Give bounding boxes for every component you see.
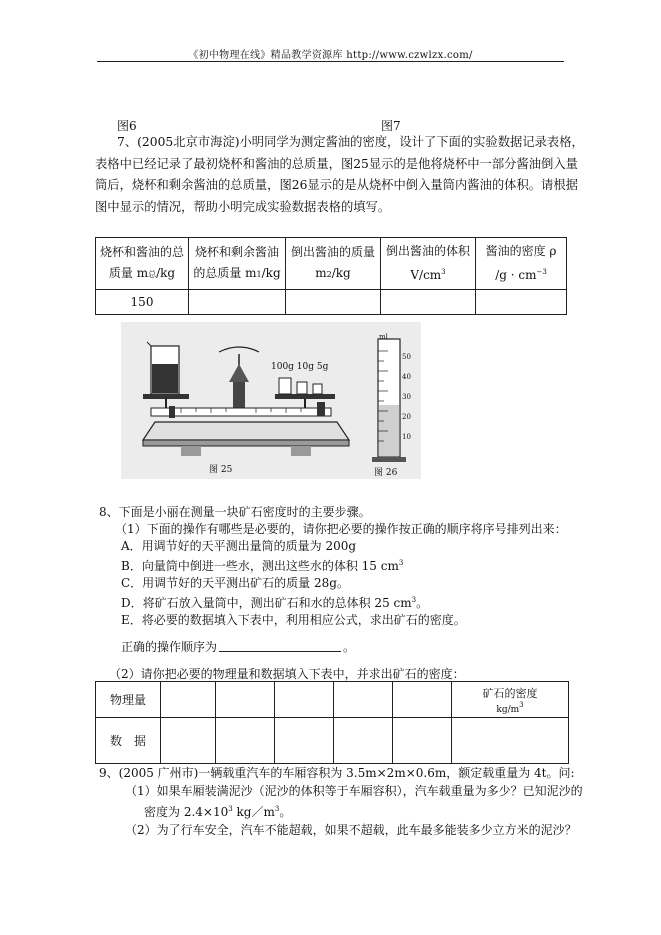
order-end: 。: [343, 640, 356, 654]
header-text: 酱油的密度 ρ: [485, 244, 557, 258]
blank-cell[interactable]: [216, 682, 275, 718]
header-text-part: m: [315, 266, 327, 280]
header-subscript: 总: [148, 270, 157, 279]
blank-cell[interactable]: [161, 718, 216, 764]
tick-label: 50: [402, 353, 411, 361]
q8-part2: （2）请你把必要的物理量和数据填入下表中，并求出矿石的密度：: [109, 667, 465, 681]
density-text: 密度为 2.4×10: [144, 805, 229, 819]
figure-26-cylinder: [366, 331, 422, 476]
tick-label: 10: [402, 433, 411, 441]
page-header: 《初中物理在线》精品教学资源库 http://www.czwlzx.com/: [188, 50, 473, 61]
step-superscript: 3: [398, 559, 404, 567]
density-header-cell: [452, 682, 569, 718]
header-text: 烧杯和剩余酱油: [194, 245, 279, 259]
tick-label: 20: [402, 413, 411, 421]
blank-cell[interactable]: [393, 718, 452, 764]
order-answer-blank[interactable]: [219, 640, 341, 652]
blank-cell[interactable]: [334, 682, 393, 718]
header-unit: /kg: [156, 266, 176, 280]
q7-line: 图中显示的情况，帮助小明完成实验数据表格的填写。: [95, 199, 391, 214]
q8-step-a: A．用调节好的天平测出量筒的质量为 200g: [121, 539, 357, 553]
weights-label: 100g 10g 5g: [271, 362, 329, 372]
blank-cell[interactable]: [393, 682, 452, 718]
header-rule: [97, 61, 564, 62]
cell-density: [476, 290, 567, 315]
q7-line: 表格中已经记录了最初烧杯和酱油的总质量，图25显示的是他将烧杯中一部分酱油倒入量: [95, 156, 578, 171]
header-remaining-mass: [189, 238, 286, 290]
header-text-part: 质量 m: [108, 266, 149, 280]
cell-poured-mass: [286, 290, 381, 315]
header-text: 倒出酱油的体积: [385, 244, 470, 258]
q9-part1: （1）如果车厢装满泥沙（泥沙的体积等于车厢容积），汽车载重量为多少？已知泥沙的: [125, 784, 583, 798]
cylinder-unit: ml: [379, 333, 388, 341]
density-end: 。: [279, 805, 292, 819]
header-superscript: 3: [441, 268, 446, 276]
q8-step-b: [99, 555, 569, 575]
table-row: [96, 290, 567, 315]
q8-intro: 8、下面是小丽在测量一块矿石密度时的主要步骤。: [99, 505, 371, 519]
q9-part2: （2）为了行车安全，汽车不能超载，如果不超载，此车最多能装多少立方米的泥沙？: [125, 823, 577, 837]
blank-cell[interactable]: [275, 718, 334, 764]
cell-total-mass: 150: [96, 290, 189, 315]
header-text: 倒出酱油的质量: [290, 245, 375, 259]
cylinder-tick-labels: [402, 347, 411, 447]
header-density: [476, 238, 567, 290]
unit-superscript: 3: [519, 700, 524, 709]
blank-cell[interactable]: [452, 718, 569, 764]
header-unit: /kg: [331, 266, 351, 280]
q7-line: 筒后，烧杯和剩余酱油的总质量，图26显示的是从烧杯中倒入量筒内酱油的体积。请根据: [95, 178, 578, 192]
question-7-text: [95, 132, 584, 218]
fig7-label: 图7: [381, 119, 401, 133]
step-superscript: 3: [411, 596, 417, 604]
density-exponent: 3: [228, 805, 233, 813]
header-text: [96, 263, 188, 285]
q7-line: 7、(2005北京市海淀)小明同学为测定酱油的密度，设计了下面的实验数据记录表格，: [117, 135, 584, 149]
question-8-text: [99, 504, 569, 683]
cell-poured-volume: [381, 290, 476, 315]
figure-25-caption: 图 25: [209, 465, 233, 475]
header-text-part: 的总质量 m: [193, 266, 257, 280]
q8-order-line: [99, 639, 569, 656]
blank-cell[interactable]: [334, 718, 393, 764]
order-label: 正确的操作顺序为: [121, 640, 218, 654]
header-unit: /kg: [261, 266, 281, 280]
tick-label: 30: [402, 393, 411, 401]
step-text: D．将矿石放入量筒中，测出矿石和水的总体积 25 cm: [121, 596, 412, 610]
header-text-part: /g · cm: [495, 268, 537, 282]
q9-line1: 9、(2005 广州市)一辆载重汽车的车厢容积为 3.5m×2m×0.6m，额定载重量为 4t。问:: [99, 766, 575, 780]
unit-text: kg/m: [496, 704, 520, 715]
blank-cell[interactable]: [275, 682, 334, 718]
table-row: [96, 718, 569, 764]
graduated-cylinder-illustration: [366, 331, 422, 476]
cell-remaining-mass: [189, 290, 286, 315]
q7-data-table: [95, 237, 567, 315]
density-header-text: 矿石的密度: [482, 686, 538, 700]
density-unit: kg／m: [232, 805, 275, 819]
q8-step-d: [99, 592, 569, 612]
tick-label: 40: [402, 373, 411, 381]
step-text: B．向量筒中倒进一些水，测出这些水的体积 15 cm: [121, 559, 399, 573]
q8-step-e: E．将必要的数据填入下表中，利用相应公式，求出矿石的密度。: [121, 613, 466, 627]
row-label-data: 数 据: [96, 718, 161, 764]
q8-data-table: [95, 681, 569, 764]
header-subscript: 2: [326, 270, 332, 279]
blank-cell[interactable]: [161, 682, 216, 718]
step-end: 。: [416, 596, 429, 610]
q8-part1: （1）下面的操作有哪些是必要的，请你把必要的操作按正确的顺序将序号排列出来：: [115, 522, 567, 536]
header-text-part: V/cm: [410, 268, 442, 282]
header-total-mass: [96, 238, 189, 290]
table-row: [96, 682, 569, 718]
header-poured-volume: [381, 238, 476, 290]
header-poured-mass: [286, 238, 381, 290]
header-text: [286, 263, 380, 285]
table-header-row: [96, 238, 567, 290]
header-text: 烧杯和酱油的总: [99, 245, 184, 259]
header-subscript: 1: [256, 270, 262, 279]
density-unit-exponent: 3: [274, 805, 280, 813]
header-superscript: −3: [536, 268, 547, 276]
fig6-label: 图6: [117, 119, 137, 133]
header-text: [381, 262, 475, 286]
q8-step-c: C．用调节好的天平测出矿石的质量 28g。: [121, 576, 349, 590]
density-header-unit: [452, 701, 568, 715]
blank-cell[interactable]: [216, 718, 275, 764]
header-text: [476, 262, 566, 286]
q9-density: [99, 800, 569, 821]
figure-26-caption: 图 26: [374, 468, 398, 478]
header-text: [189, 263, 285, 285]
row-label-quantity: 物理量: [96, 682, 161, 718]
question-9-text: [99, 764, 583, 839]
